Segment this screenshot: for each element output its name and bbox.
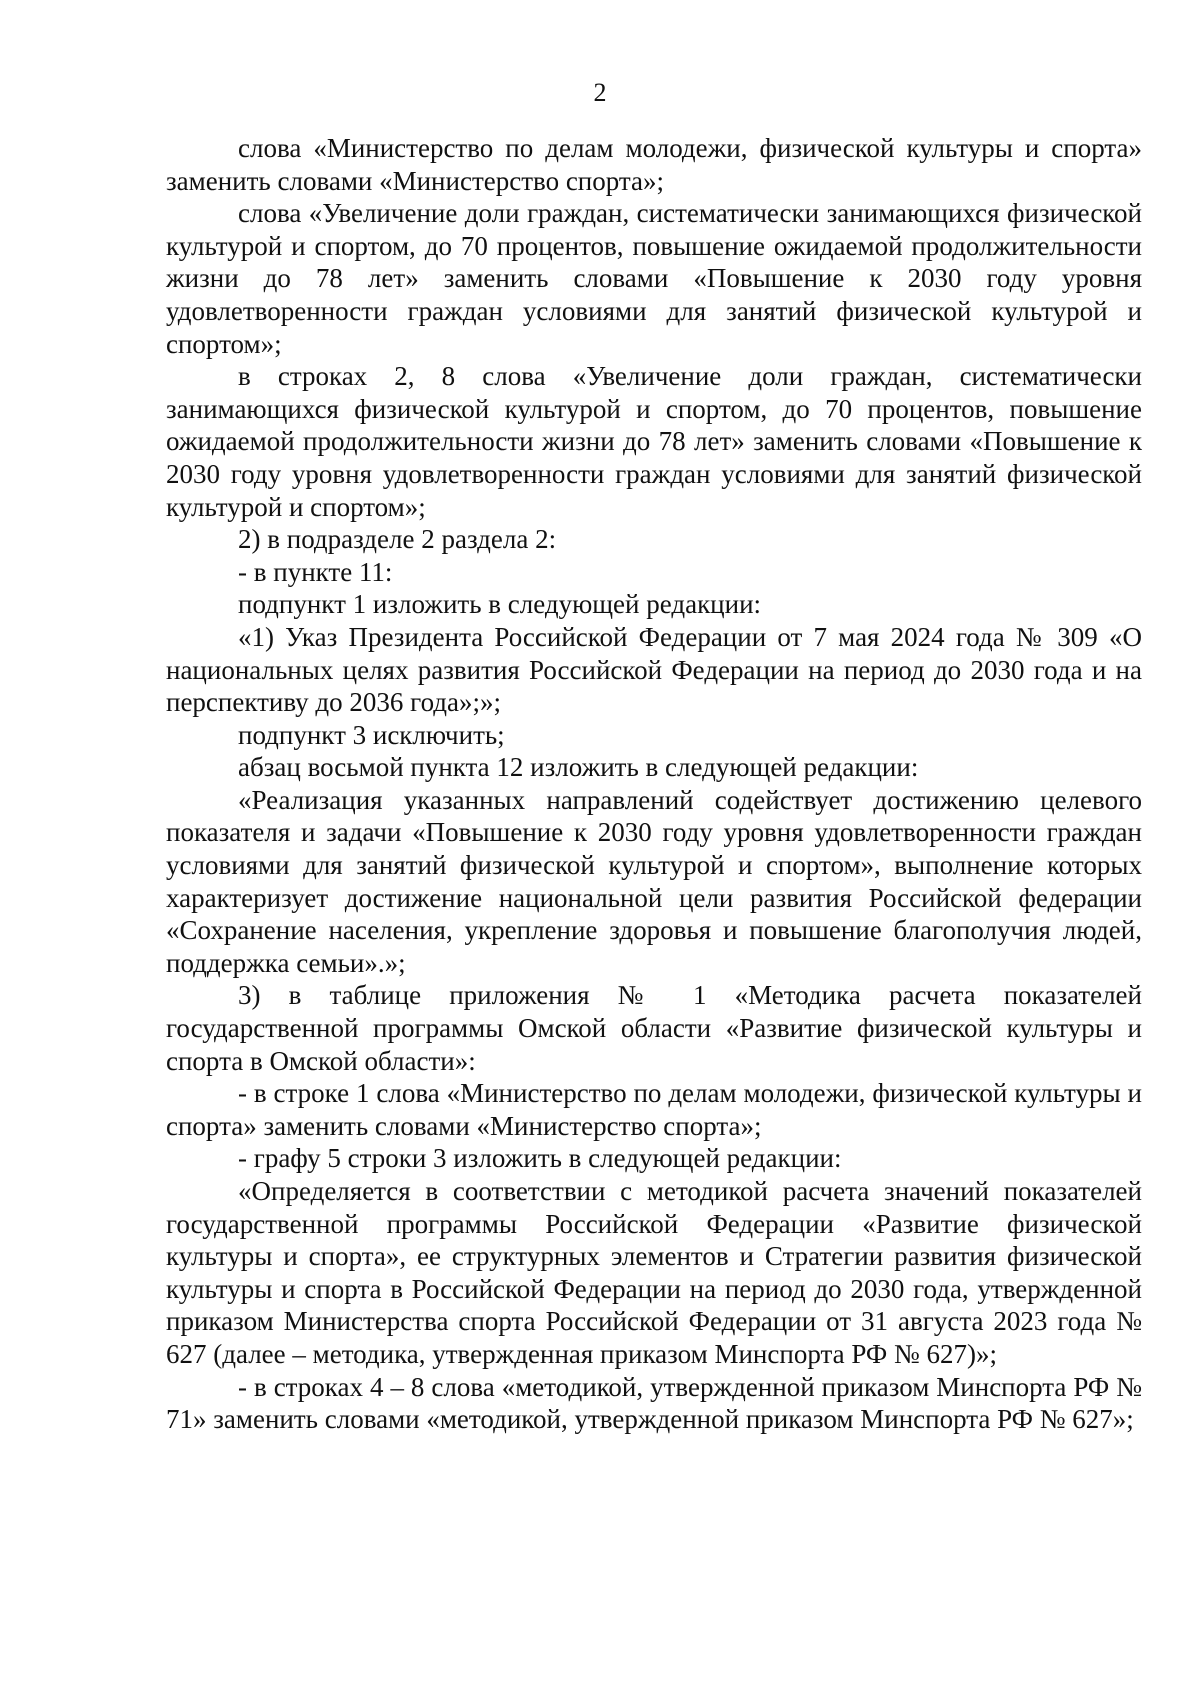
paragraph: - графу 5 строки 3 изложить в следующей редакции: [238,1143,842,1174]
paragraph: подпункт 3 исключить; [238,719,505,750]
document-body [166,132,1142,1436]
paragraph: - в пункте 11: [238,556,393,587]
paragraph: 2) в подразделе 2 раздела 2: [238,524,557,555]
paragraph: подпункт 1 изложить в следующей редакции: [238,589,762,620]
paragraph: - в строке 1 слова «Министерство по делам молодежи, физической культуры и спорта» заменить словами «Министерство спорта»; [166,1078,1142,1141]
paragraph: «Определяется в соответствии с методикой расчета значений показателей государственной программы Российской Федерации «Развитие физической культуры и спорта», ее структурных элементов и Стратегии развития физической культуры и спорта в Российской Федерации на период до 2030 года, утвержденной приказом Министерства спорта Российской Федерации от 31 августа 2023 года № 627 (далее – методика, утвержденная приказом Минспорта РФ № 627)»; [166,1176,1142,1369]
paragraph: абзац восьмой пункта 12 изложить в следующей редакции: [238,752,919,783]
paragraph: слова «Увеличение доли граждан, систематически занимающихся физической культурой и спортом, до 70 процентов, повышение ожидаемой продолжительности жизни до 78 лет» заменить словами «Повышение к 2030 году уровня удовлетворенности граждан условиями для занятий физической культурой и спортом»; [166,198,1142,359]
paragraph: «Реализация указанных направлений содействует достижению целевого показателя и задачи «Повышение к 2030 году уровня удовлетворенности граждан условиями для занятий физической культурой и спортом», выполнение которых характеризует достижение национальной цели развития Российской федерации «Сохранение населения, укрепление здоровья и повышение благополучия людей, поддержка семьи».»; [166,784,1142,978]
paragraph: слова «Министерство по делам молодежи, физической культуры и спорта» заменить словами «Министерство спорта»; [166,133,1142,196]
paragraph: - в строках 4 – 8 слова «методикой, утвержденной приказом Минспорта РФ № 71» заменить словами «методикой, утвержденной приказом Минспорта РФ № 627»; [166,1371,1142,1435]
paragraph: в строках 2, 8 слова «Увеличение доли граждан, систематически занимающихся физической культурой и спортом, до 70 процентов, повышение ожидаемой продолжительности жизни до 78 лет» заменить словами «Повышение к 2030 году уровня удовлетворенности граждан условиями для занятий физической культурой и спортом»; [166,361,1142,522]
page-number: 2 [593,78,607,107]
paragraph: 3) в таблице приложения № 1 «Методика расчета показателей государственной программы Омской области «Развитие физической культуры и спорта в Омской области»: [166,980,1142,1076]
paragraph: «1) Указ Президента Российской Федерации от 7 мая 2024 года № 309 «О национальных целях развития Российской Федерации на период до 2030 года и на перспективу до 2036 года»;»; [166,621,1142,718]
